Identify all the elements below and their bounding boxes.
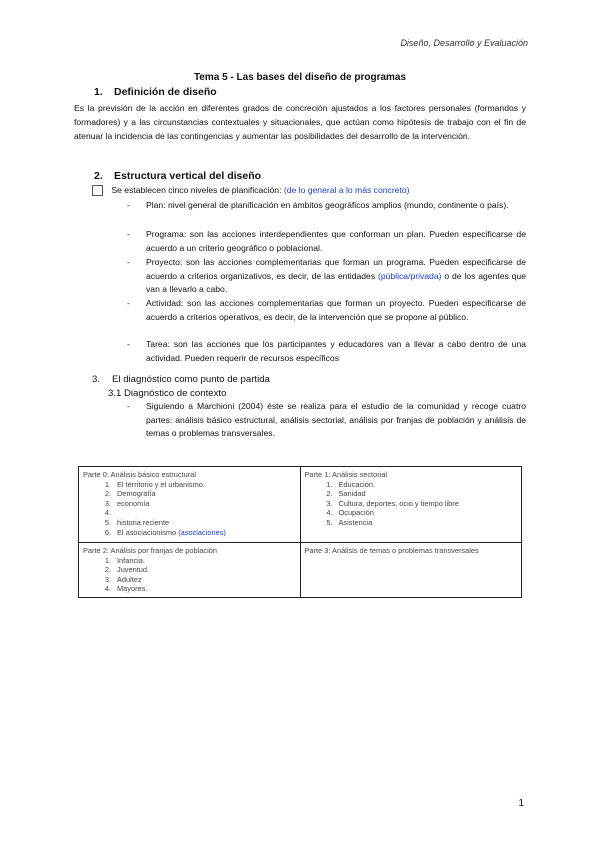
item-text: Ocupación <box>338 508 374 518</box>
item-number: 2. <box>104 489 111 499</box>
planning-intro-text: Se establecen cinco niveles de planificación: <box>111 185 284 195</box>
page-number: 1 <box>518 798 524 809</box>
subsection-3-1-heading: 3.1 Diagnóstico de contexto <box>108 388 227 399</box>
item-text: El asociacionismo <box>117 527 179 537</box>
item-text: Sanidad <box>338 489 366 499</box>
document-title: Tema 5 - Las bases del diseño de programas <box>193 72 407 83</box>
list-item-text: Tarea: son las acciones que los participantes y educadores van a llevar a cabo dentro de una actividad. Pueden requerir de recursos específicos <box>146 339 526 363</box>
part-2-title: Parte 2: Análisis por franjas de población <box>83 546 217 555</box>
list-item-tarea <box>127 338 526 365</box>
item-text: historia reciente <box>117 517 170 527</box>
dash-bullet-icon: - <box>127 200 130 210</box>
item-number: 4. <box>326 508 333 518</box>
diagnosis-bullet-text: Siguiendo a Marchioni (2004) éste se realiza para el estudio de la comunidad y recoge cuatro partes: análisis básico estructural, análisis sectorial, análisis por franjas de población y análisis de temas o problemas transversales. <box>146 401 526 438</box>
item-text: Mayores. <box>117 584 148 594</box>
section-1-title: Definición de diseño <box>114 86 217 98</box>
list-item <box>83 508 296 518</box>
list-item <box>83 499 296 509</box>
item-number: 2. <box>104 565 111 575</box>
list-item <box>83 556 296 566</box>
item-text: economía <box>117 498 150 508</box>
item-number: 1. <box>104 555 111 565</box>
item-text: Adultez <box>117 574 142 584</box>
part-1-title: Parte 1: Análisis sectorial <box>304 470 388 479</box>
list-item <box>83 584 296 594</box>
list-item-text-after: o de los agentes que van a llevarlo a cabo. <box>146 270 526 294</box>
table-cell-part-1 <box>300 467 522 543</box>
item-number: 3. <box>104 498 111 508</box>
item-number: 1. <box>326 479 333 489</box>
section-2-number: 2. <box>94 170 103 182</box>
item-number: 1. <box>104 479 111 489</box>
dash-bullet-icon: - <box>127 339 130 349</box>
list-item <box>305 499 518 509</box>
list-item <box>305 489 518 499</box>
dash-bullet-icon: - <box>127 229 130 239</box>
list-item <box>83 518 296 528</box>
list-item-plan <box>127 199 526 213</box>
dash-bullet-icon: - <box>127 298 130 308</box>
item-highlight: (asociaciones) <box>178 527 226 537</box>
item-text: Infancia. <box>117 555 145 565</box>
list-item-text-before: Proyecto: son las acciones complementarias que forman un programa. Pueden especificarse de acuerdo a criterios organizativos, es decir, de las entidades <box>146 257 526 281</box>
table-cell-part-3 <box>300 543 522 598</box>
section-3-title: El diagnóstico como punto de partida <box>112 374 270 385</box>
section-2-heading <box>94 170 261 182</box>
section-2-title: Estructura vertical del diseño <box>114 170 262 182</box>
diagnosis-parts-table <box>78 466 522 598</box>
section-1-body: Es la previsión de la acción en diferentes grados de concreción ajustados a los factores personales (formandos y formadores) y a las circunstancias contextuales y situacionales, que actúan como hipótesis de trabajo con el fin de atenuar la incidencia de las contingencias y aumentar las posibilidades del desarrollo de la intervención. <box>74 103 526 141</box>
part-0-title: Parte 0: Análisis básico estructural <box>83 470 196 479</box>
item-number: 4. <box>104 584 111 594</box>
list-item-actividad <box>127 297 526 324</box>
page-header: Diseño, Desarrollo y Evaluación <box>400 38 528 48</box>
planning-intro-highlight: (de lo general a lo más concreto) <box>283 185 410 195</box>
list-item-highlight: (pública/privada) <box>377 270 442 281</box>
section-3-number: 3. <box>92 374 101 385</box>
list-item <box>83 489 296 499</box>
list-item-programa <box>127 228 526 255</box>
item-text: El territorio y el urbanismo. <box>117 479 205 489</box>
part-3-title: Parte 3: Análisis de temas o problemas transversales <box>304 546 479 555</box>
item-number: 3. <box>104 574 111 584</box>
list-item <box>83 528 296 538</box>
list-item <box>83 575 296 585</box>
section-3-heading <box>92 374 270 385</box>
list-item <box>305 480 518 490</box>
planning-levels-intro <box>92 184 410 197</box>
list-item <box>83 480 296 490</box>
list-item <box>305 508 518 518</box>
item-text: Cultura, deportes, ocio y tiempo libre <box>338 498 459 508</box>
list-item-text <box>146 256 526 297</box>
list-item-text: Plan: nivel general de planificación en ámbitos geográficos amplios (mundo, continente o país). <box>146 200 509 210</box>
item-text: Educación. <box>338 479 376 489</box>
list-item-proyecto <box>127 256 526 297</box>
checkbox-square-icon <box>92 185 103 196</box>
dash-bullet-icon: - <box>127 401 130 411</box>
section-1-number: 1. <box>94 86 103 98</box>
item-number: 5. <box>326 517 333 527</box>
dash-bullet-icon: - <box>127 257 130 267</box>
item-number: 4. <box>104 508 111 518</box>
diagnosis-bullet <box>127 400 526 441</box>
list-item-text: Actividad: son las acciones complementarias que forman un proyecto. Pueden especificarse de acuerdo a criterios operativos, es decir, de la intervención que se propone al público. <box>146 298 526 322</box>
table-cell-part-0 <box>79 467 301 543</box>
item-number: 5. <box>104 517 111 527</box>
list-item <box>305 518 518 528</box>
list-item-text: Programa: son las acciones interdependientes que conforman un plan. Pueden especificarse de acuerdo a un criterio geográfico o poblacional. <box>146 229 526 253</box>
list-item <box>83 565 296 575</box>
item-number: 6. <box>104 527 111 537</box>
item-text: Juventud. <box>117 565 150 575</box>
item-text: Asistencia <box>338 517 373 527</box>
section-1-heading <box>94 86 217 98</box>
item-number: 2. <box>326 489 333 499</box>
table-cell-part-2 <box>79 543 301 598</box>
item-number: 3. <box>326 498 333 508</box>
item-text: Demografía <box>117 489 156 499</box>
